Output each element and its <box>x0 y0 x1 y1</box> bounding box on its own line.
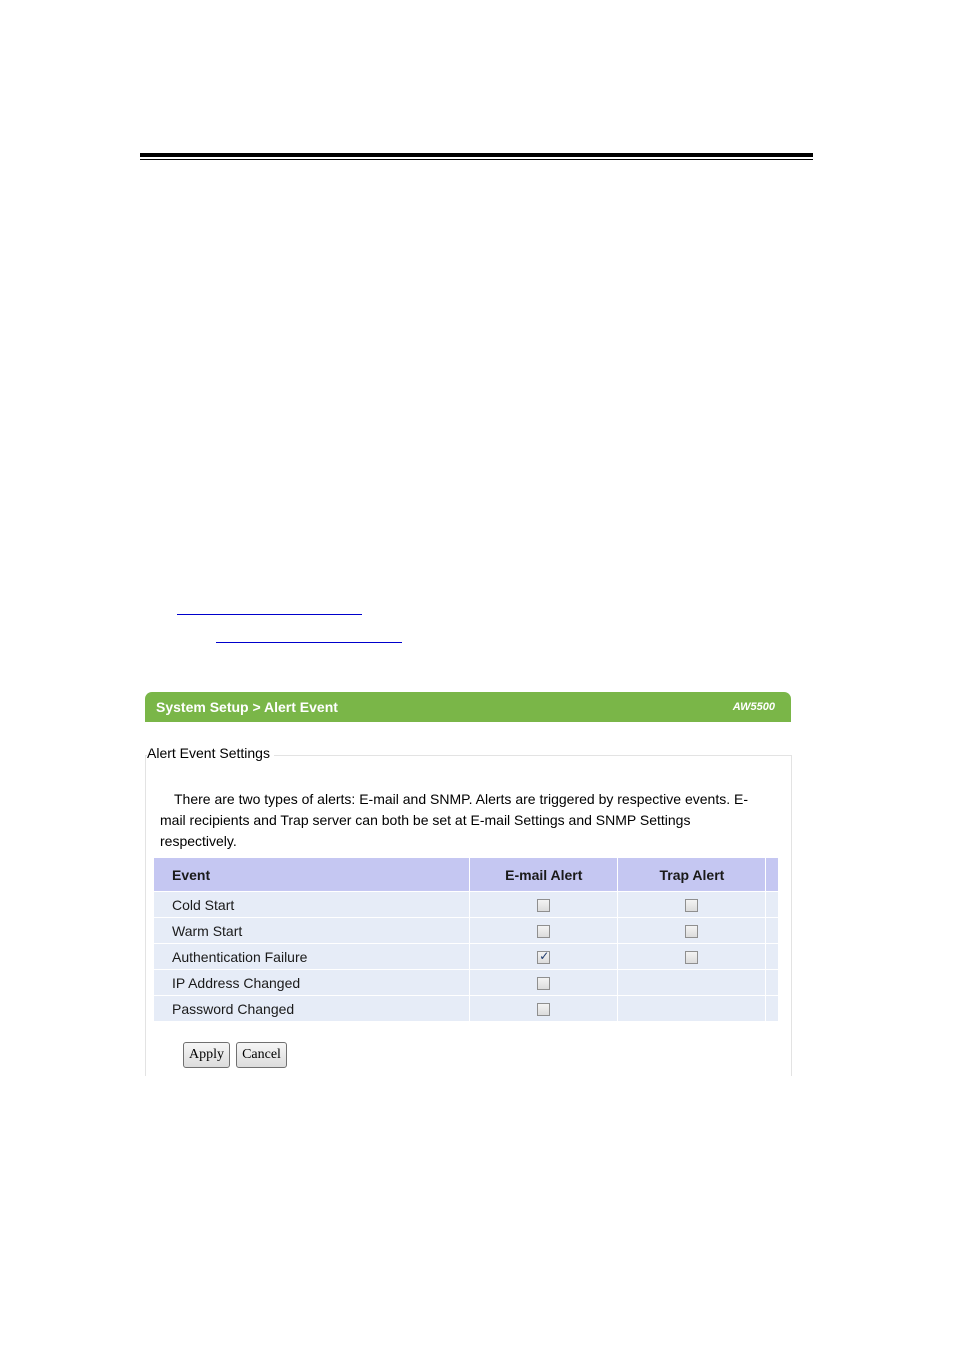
hyperlink-underline-1[interactable] <box>177 614 362 615</box>
top-rule-thick <box>140 153 813 157</box>
header-email-alert: E-mail Alert <box>470 858 618 892</box>
model-label: AW5500 <box>732 701 775 713</box>
table-header-row <box>154 858 779 892</box>
cancel-button[interactable]: Cancel <box>236 1042 287 1068</box>
email-alert-checkbox-cold-start[interactable] <box>537 899 550 912</box>
event-name: Authentication Failure <box>154 944 470 970</box>
header-spacer <box>766 858 779 892</box>
table-row <box>154 892 779 918</box>
email-alert-checkbox-warm-start[interactable] <box>537 925 550 938</box>
header-event: Event <box>154 858 470 892</box>
event-name: IP Address Changed <box>154 970 470 996</box>
top-rule-thin <box>140 159 813 160</box>
header-trap-alert: Trap Alert <box>618 858 766 892</box>
trap-alert-checkbox-cold-start[interactable] <box>685 899 698 912</box>
email-alert-checkbox-ip-address-changed[interactable] <box>537 977 550 990</box>
table-row <box>154 970 779 996</box>
page-header-bar <box>145 692 791 722</box>
table-row <box>154 944 779 970</box>
trap-alert-checkbox-authentication-failure[interactable] <box>685 951 698 964</box>
hyperlink-underline-2[interactable] <box>216 642 402 643</box>
email-alert-checkbox-authentication-failure[interactable] <box>537 951 550 964</box>
breadcrumb: System Setup > Alert Event <box>156 699 338 715</box>
trap-alert-checkbox-warm-start[interactable] <box>685 925 698 938</box>
event-name: Cold Start <box>154 892 470 918</box>
email-alert-checkbox-password-changed[interactable] <box>537 1003 550 1016</box>
event-name: Password Changed <box>154 996 470 1022</box>
table-row <box>154 918 779 944</box>
alert-event-table <box>154 858 779 1021</box>
fieldset-legend: Alert Event Settings <box>147 745 274 761</box>
event-name: Warm Start <box>154 918 470 944</box>
apply-button[interactable]: Apply <box>183 1042 230 1068</box>
table-row <box>154 996 779 1022</box>
settings-description: There are two types of alerts: E-mail and SNMP. Alerts are triggered by respective events. E-mail recipients and Trap server can both be set at E-mail Settings and SNMP Settings respectively. <box>160 791 748 849</box>
